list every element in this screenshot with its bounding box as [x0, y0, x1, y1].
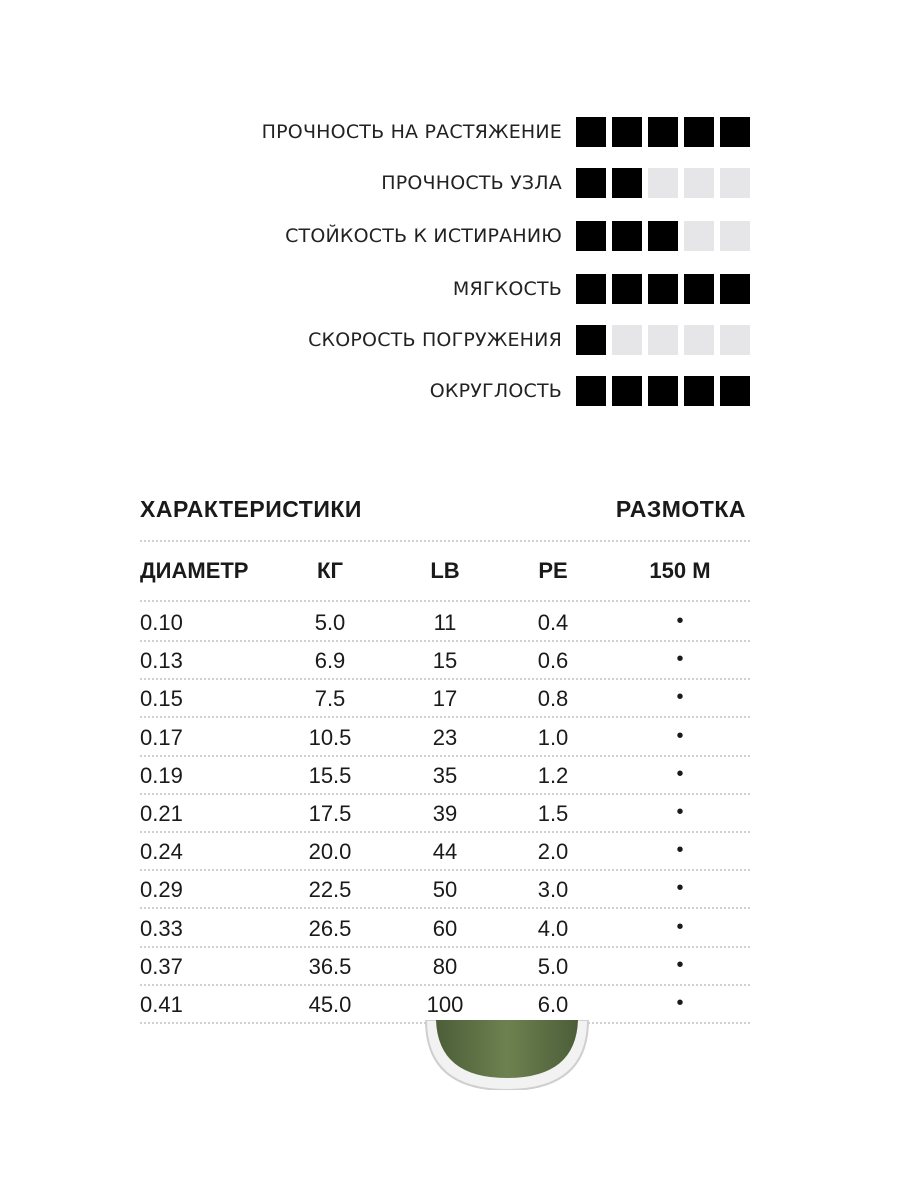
- rating-square-filled: [720, 274, 750, 304]
- table-cell: 11: [433, 610, 457, 635]
- table-cell: 44: [432, 839, 458, 865]
- availability-dot: •: [676, 610, 684, 632]
- table-cell: 3.0: [537, 877, 569, 903]
- row-separator: [140, 907, 750, 909]
- table-cell: 1.5: [537, 801, 569, 826]
- row-separator: [140, 793, 750, 795]
- table-cell: 0.8: [537, 686, 569, 712]
- table-row: [140, 644, 750, 678]
- rating-square-filled: [684, 376, 714, 406]
- column-header: КГ: [317, 558, 343, 583]
- line-spool-image: [424, 1020, 590, 1090]
- rating-square-filled: [684, 117, 714, 147]
- table-cell: 0.24: [140, 839, 183, 865]
- rating-square-filled: [576, 274, 606, 304]
- rating-row: [285, 218, 750, 254]
- availability-dot: •: [676, 801, 684, 823]
- rating-square-empty: [648, 168, 678, 198]
- table-cell: 0.19: [140, 762, 183, 788]
- table-row: [140, 950, 750, 984]
- table-row: [140, 873, 750, 907]
- rating-label: ОКРУГЛОСТЬ: [429, 380, 562, 402]
- rating-square-filled: [576, 117, 606, 147]
- rating-squares: [576, 117, 750, 147]
- rating-label: ПРОЧНОСТЬ УЗЛА: [381, 172, 562, 194]
- availability-dot: •: [676, 839, 684, 862]
- table-cell: 0.17: [140, 724, 183, 750]
- table-cell: 26.5: [308, 915, 352, 941]
- rating-square-empty: [720, 221, 750, 251]
- rating-square-filled: [612, 117, 642, 147]
- table-row: [140, 759, 750, 793]
- table-cell: 20.0: [308, 839, 352, 865]
- availability-dot: •: [676, 992, 684, 1014]
- availability-dot: •: [676, 724, 684, 747]
- rating-square-empty: [684, 325, 714, 355]
- rating-squares: [576, 376, 750, 406]
- row-separator: [140, 755, 750, 757]
- rating-squares: [576, 325, 750, 355]
- rating-row: [262, 114, 750, 150]
- row-separator: [140, 716, 750, 718]
- table-cell: 0.37: [140, 953, 183, 979]
- column-header: 150 М: [649, 558, 711, 583]
- row-separator: [140, 984, 750, 986]
- column-header-row: [140, 554, 750, 588]
- rating-squares: [576, 221, 750, 251]
- rating-square-empty: [612, 325, 642, 355]
- table-cell: 0.21: [140, 801, 183, 826]
- table-cell: 0.10: [140, 610, 183, 635]
- column-header: LB: [430, 558, 460, 583]
- table-cell: 45.0: [308, 992, 352, 1017]
- table-cell: 5.0: [537, 953, 569, 979]
- rating-square-filled: [648, 274, 678, 304]
- table-cell: 39: [432, 801, 458, 826]
- rating-square-empty: [648, 325, 678, 355]
- table-cell: 7.5: [314, 686, 346, 712]
- rating-square-filled: [576, 325, 606, 355]
- table-cell: 6.0: [537, 992, 569, 1017]
- availability-dot: •: [676, 877, 684, 900]
- table-cell: 15: [432, 648, 458, 674]
- rating-square-filled: [648, 117, 678, 147]
- table-cell: 17.5: [308, 801, 352, 826]
- row-separator: [140, 540, 750, 542]
- rating-square-filled: [648, 376, 678, 406]
- row-separator: [140, 869, 750, 871]
- availability-dot: •: [676, 648, 684, 671]
- table-cell: 1.0: [537, 724, 569, 750]
- table-cell: 17: [432, 686, 458, 712]
- spec-title: ХАРАКТЕРИСТИКИ: [140, 496, 362, 522]
- rating-square-empty: [720, 168, 750, 198]
- rating-row: [308, 322, 750, 358]
- rating-square-filled: [720, 376, 750, 406]
- rating-label: СТОЙКОСТЬ К ИСТИРАНИЮ: [285, 225, 562, 247]
- rating-square-empty: [684, 221, 714, 251]
- table-cell: 0.41: [140, 992, 183, 1017]
- row-separator: [140, 600, 750, 602]
- rating-square-filled: [648, 221, 678, 251]
- table-cell: 0.33: [140, 915, 183, 941]
- rating-square-filled: [612, 376, 642, 406]
- rating-row: [453, 271, 750, 307]
- row-separator: [140, 831, 750, 833]
- rating-square-empty: [684, 168, 714, 198]
- table-cell: 2.0: [537, 839, 569, 865]
- table-cell: 4.0: [537, 915, 569, 941]
- table-cell: 60: [432, 915, 458, 941]
- table-cell: 0.29: [140, 877, 183, 903]
- table-cell: 0.4: [537, 610, 569, 635]
- rating-square-filled: [576, 376, 606, 406]
- table-cell: 80: [432, 953, 458, 979]
- table-row: [140, 835, 750, 869]
- rating-label: ПРОЧНОСТЬ НА РАСТЯЖЕНИЕ: [261, 121, 562, 143]
- table-row: [140, 682, 750, 716]
- table-cell: 6.9: [314, 648, 346, 674]
- table-row: [140, 912, 750, 946]
- table-cell: 10.5: [308, 724, 352, 750]
- row-separator: [140, 640, 750, 642]
- table-cell: 23: [432, 724, 458, 750]
- rating-squares: [576, 274, 750, 304]
- table-cell: 50: [432, 877, 458, 903]
- rating-row: [430, 373, 750, 409]
- rating-row: [381, 165, 750, 201]
- rating-square-filled: [576, 221, 606, 251]
- table-cell: 22.5: [308, 877, 352, 903]
- availability-dot: •: [676, 953, 684, 976]
- table-cell: 1.2: [537, 762, 569, 788]
- spool-length-title: РАЗМОТКА: [615, 496, 746, 522]
- table-row: [140, 797, 750, 831]
- table-row: [140, 606, 750, 640]
- table-cell: 35: [432, 762, 458, 788]
- rating-square-filled: [612, 221, 642, 251]
- table-cell: 0.15: [140, 686, 183, 712]
- table-cell: 15.5: [308, 762, 352, 788]
- table-row: [140, 988, 750, 1022]
- rating-square-filled: [576, 168, 606, 198]
- availability-dot: •: [676, 686, 684, 709]
- table-cell: 5.0: [314, 610, 346, 635]
- rating-square-filled: [612, 274, 642, 304]
- table-cell: 36.5: [308, 953, 352, 979]
- table-cell: 0.13: [140, 648, 183, 674]
- column-header: ДИАМЕТР: [140, 558, 249, 583]
- rating-label: СКОРОСТЬ ПОГРУЖЕНИЯ: [308, 329, 562, 351]
- table-cell: 100: [426, 992, 464, 1017]
- availability-dot: •: [676, 915, 684, 938]
- table-cell: 0.6: [537, 648, 569, 674]
- rating-square-filled: [684, 274, 714, 304]
- table-row: [140, 721, 750, 755]
- row-separator: [140, 946, 750, 948]
- rating-label: МЯГКОСТЬ: [452, 278, 562, 300]
- availability-dot: •: [676, 762, 684, 785]
- spec-header: [140, 490, 750, 530]
- rating-square-filled: [612, 168, 642, 198]
- rating-square-filled: [720, 117, 750, 147]
- column-header: PE: [538, 558, 568, 583]
- row-separator: [140, 678, 750, 680]
- rating-squares: [576, 168, 750, 198]
- rating-square-empty: [720, 325, 750, 355]
